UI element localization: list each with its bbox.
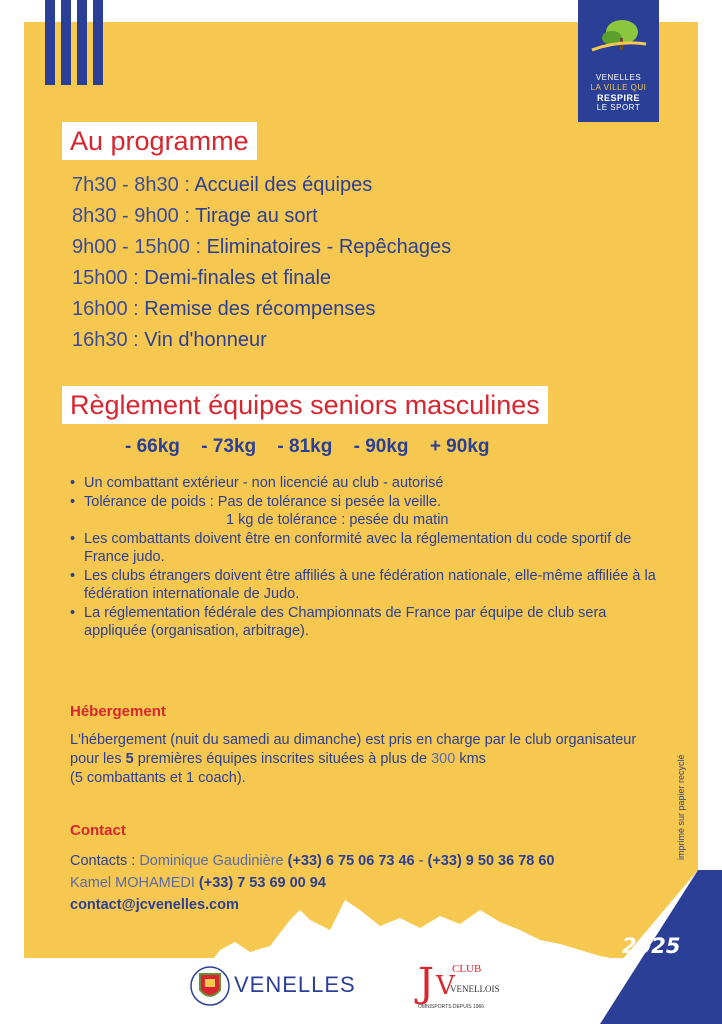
- village-skyline-icon: [0, 880, 722, 1024]
- club-name: VENELLOIS: [450, 984, 500, 994]
- weight-category: - 73kg: [201, 436, 257, 457]
- rule-item: • La réglementation fédérale des Championnats de France par équipe de club sera appliquée (organisation, arbitrage).: [70, 604, 670, 641]
- badge-line: RESPIRE: [596, 93, 640, 103]
- schedule-activity: Accueil des équipes: [194, 174, 373, 196]
- contact-phone[interactable]: (+33) 9 50 36 78 60: [427, 853, 555, 869]
- svg-text:J: J: [418, 960, 435, 1006]
- badge-line: LE SPORT: [596, 103, 641, 112]
- contact-separator: -: [418, 853, 424, 869]
- stripe-decoration: [93, 0, 103, 85]
- badge-line: LA VILLE QUI: [590, 83, 647, 92]
- svg-text:V: V: [436, 971, 455, 1001]
- rule-item: • Les clubs étrangers doivent être affiliés à une fédération nationale, elle-même affiliée à la fédération internationale de Judo.: [70, 567, 670, 604]
- schedule-row: [72, 234, 451, 265]
- contact-phone[interactable]: (+33) 7 53 69 00 94: [198, 875, 326, 891]
- badge-line: VENELLES: [595, 73, 642, 82]
- weight-category: - 90kg: [353, 436, 409, 457]
- schedule-row: [72, 172, 451, 203]
- venelles-wordmark: VENELLES: [234, 972, 356, 997]
- schedule-activity: Eliminatoires - Repêchages: [206, 236, 452, 258]
- hebergement-distance: 300: [431, 751, 456, 767]
- rule-item: • Tolérance de poids : Pas de tolérance si pesée la veille.: [70, 493, 670, 512]
- hebergement-title: Hébergement: [70, 703, 166, 720]
- contact-title: Contact: [70, 822, 126, 839]
- schedule-time: 16h30 :: [72, 329, 139, 351]
- contact-person: Dominique Gaudinière: [139, 853, 284, 869]
- schedule-activity: Remise des récompenses: [144, 298, 376, 320]
- venelles-sport-badge: [578, 0, 659, 122]
- schedule-activity: Tirage au sort: [195, 205, 318, 227]
- weight-category: + 90kg: [429, 436, 490, 457]
- schedule-time: 7h30 - 8h30 :: [72, 174, 190, 196]
- weight-category: - 66kg: [125, 436, 180, 457]
- schedule-row: [72, 265, 451, 296]
- schedule-time: 9h00 - 15h00 :: [72, 236, 201, 258]
- hebergement-text-b: premières équipes inscrites situées à plus de: [137, 751, 428, 767]
- club-tagline: OMNISPORTS DEPUIS 1966: [418, 1004, 485, 1010]
- tree-logo-icon: [578, 0, 659, 68]
- schedule-row: [72, 203, 451, 234]
- schedule-time: 8h30 - 9h00 :: [72, 205, 190, 227]
- rule-item: • Un combattant extérieur - non licencié au club - autorisé: [70, 474, 670, 493]
- tolerance-extra: 1 kg de tolérance : pesée du matin: [226, 512, 449, 528]
- recycled-paper-note: imprimé sur papier recyclé: [676, 754, 686, 860]
- reglement-title: Règlement équipes seniors masculines: [62, 386, 548, 424]
- schedule-time: 15h00 :: [72, 267, 139, 289]
- hebergement-text-a: L'hébergement (nuit du samedi au dimanche) est pris en charge par le club organisateur pour les: [70, 732, 637, 767]
- stripe-decoration: [61, 0, 71, 85]
- contact-email[interactable]: contact@jcvenelles.com: [70, 897, 239, 913]
- hebergement-text-d: (5 combattants et 1 coach).: [70, 770, 246, 786]
- programme-title: Au programme: [62, 122, 257, 160]
- hebergement-text-c: kms: [459, 751, 486, 767]
- schedule-row: [72, 296, 451, 327]
- contact-phone[interactable]: (+33) 6 75 06 73 46: [287, 853, 415, 869]
- hebergement-text: [70, 731, 660, 788]
- schedule-list: [72, 172, 451, 358]
- stripe-decoration: [77, 0, 87, 85]
- schedule-row: [72, 327, 451, 358]
- hebergement-num-teams: 5: [125, 751, 134, 767]
- schedule-time: 16h00 :: [72, 298, 139, 320]
- club-letters: CLUB: [452, 963, 482, 975]
- club-venellois-logo-icon: [414, 950, 500, 1014]
- rules-list: [70, 474, 670, 641]
- contact-line: [70, 850, 555, 872]
- rule-item: • Les combattants doivent être en conformité avec la réglementation du code sportif de France judo.: [70, 530, 670, 567]
- weight-categories: [125, 436, 506, 458]
- contact-label: Contacts :: [70, 853, 136, 869]
- year-label: 2025: [622, 934, 681, 958]
- contact-person: Kamel MOHAMEDI: [70, 875, 195, 891]
- stripe-decoration: [45, 0, 55, 85]
- schedule-activity: Demi-finales et finale: [144, 267, 332, 289]
- schedule-activity: Vin d'honneur: [144, 329, 267, 351]
- weight-category: - 81kg: [277, 436, 333, 457]
- venelles-crest-icon: [190, 964, 230, 1008]
